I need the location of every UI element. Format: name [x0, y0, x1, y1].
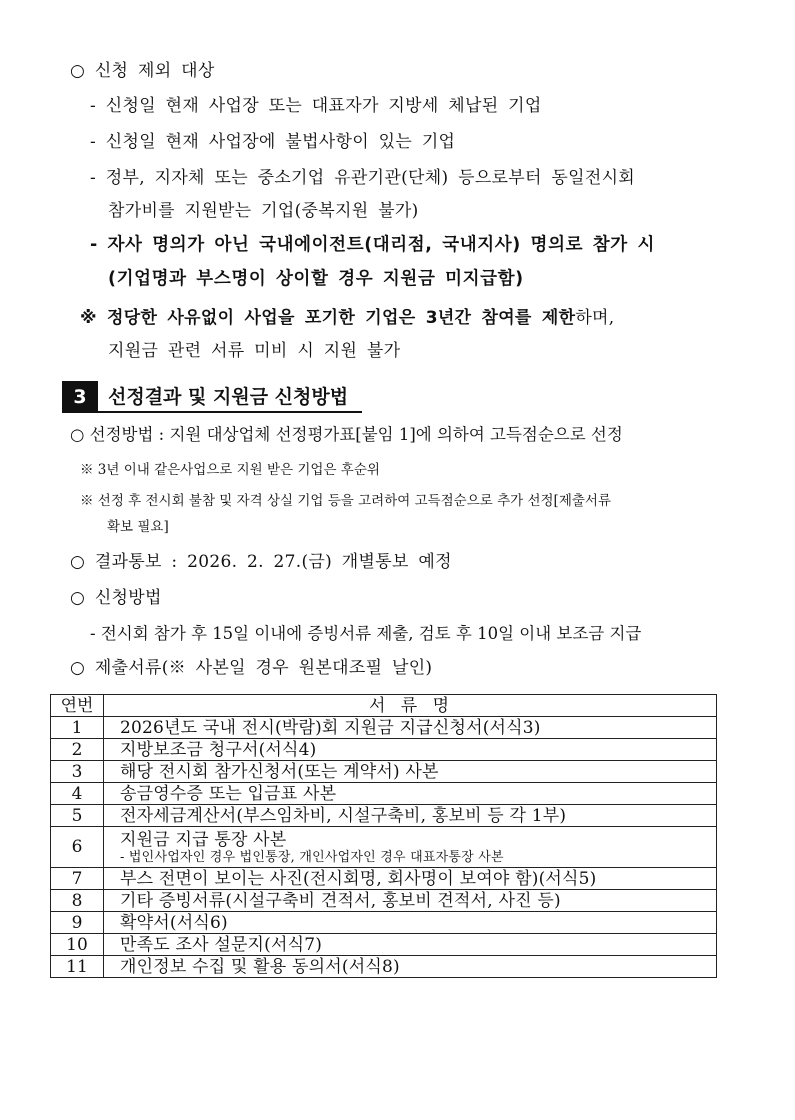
table-row	[51, 827, 717, 868]
row-number: 10	[51, 934, 104, 956]
row-doc-name: 2026년도 국내 전시(박람)회 지원금 지급신청서(서식3)	[104, 717, 717, 739]
section-title: 선정결과 및 지원금 신청방법	[98, 381, 362, 413]
exclusion-note-bold: ※ 정당한 사유없이 사업을 포기한 기업은 3년간 참여를 제한	[80, 308, 576, 328]
row-number: 8	[51, 890, 104, 912]
table-row	[51, 805, 717, 827]
row-doc-name: 전자세금계산서(부스임차비, 시설구축비, 홍보비 등 각 1부)	[104, 805, 717, 827]
col-header-doc-name: 서 류 명	[104, 695, 717, 717]
exclusion-item-1: - 신청일 현재 사업장 또는 대표자가 지방세 체납된 기업	[90, 96, 542, 116]
row-doc-name: 송금영수증 또는 입금표 사본	[104, 783, 717, 805]
row-doc-name: 만족도 조사 설문지(서식7)	[104, 934, 717, 956]
row-number: 3	[51, 761, 104, 783]
row-doc-name: 지방보조금 청구서(서식4)	[104, 739, 717, 761]
row-number: 11	[51, 956, 104, 978]
exclusion-item-3: - 정부, 지자체 또는 중소기업 유관기관(단체) 등으로부터 동일전시회	[90, 168, 636, 188]
row-doc-name-cell	[104, 827, 717, 868]
row-number: 7	[51, 868, 104, 890]
section-number: 3	[62, 381, 98, 413]
table-header-row	[51, 695, 717, 717]
selection-method: ○ 선정방법 : 지원 대상업체 선정평가표[붙임 1]에 의하여 고득점순으로 선정	[70, 425, 623, 444]
row-number: 2	[51, 739, 104, 761]
table-row	[51, 934, 717, 956]
exclusion-note-tail: 하며,	[575, 308, 615, 328]
table-row	[51, 890, 717, 912]
table-row	[51, 717, 717, 739]
exclusion-bold-item-line2: (기업명과 부스명이 상이할 경우 지원금 미지급함)	[108, 269, 524, 289]
selection-note-1: ※ 3년 이내 같은사업으로 지원 받은 기업은 후순위	[80, 462, 380, 478]
row-number: 1	[51, 717, 104, 739]
row-number: 4	[51, 783, 104, 805]
apply-method-heading: ○ 신청방법	[70, 588, 162, 608]
row-doc-name: 기타 증빙서류(시설구축비 견적서, 홍보비 견적서, 사진 등)	[104, 890, 717, 912]
row-doc-name: 확약서(서식6)	[104, 912, 717, 934]
row-doc-note: - 법인사업자인 경우 법인통장, 개인사업자인 경우 대표자통장 사본	[120, 849, 504, 865]
row-number: 9	[51, 912, 104, 934]
exclusion-item-2: - 신청일 현재 사업장에 불법사항이 있는 기업	[90, 132, 456, 152]
apply-method-detail: - 전시회 참가 후 15일 이내에 증빙서류 제출, 검토 후 10일 이내 보조금 지급	[90, 624, 642, 643]
row-doc-name: 개인정보 수집 및 활용 동의서(서식8)	[104, 956, 717, 978]
row-number: 6	[51, 827, 104, 868]
table-row	[51, 912, 717, 934]
row-doc-name: 부스 전면이 보이는 사진(전시회명, 회사명이 보여야 함)(서식5)	[104, 868, 717, 890]
section-3-header	[62, 381, 362, 413]
exclusion-bold-item-line1: - 자사 명의가 아닌 국내에이전트(대리점, 국내지사) 명의로 참가 시	[90, 235, 655, 255]
table-row	[51, 739, 717, 761]
table-row	[51, 761, 717, 783]
documents-heading: ○ 제출서류(※ 사본일 경우 원본대조필 날인)	[70, 658, 433, 678]
result-notice: ○ 결과통보 : 2026. 2. 27.(금) 개별통보 예정	[70, 552, 452, 572]
selection-note-2-line1: ※ 선정 후 전시회 불참 및 자격 상실 기업 등을 고려하여 고득점순으로 추가 선정[제출서류	[80, 493, 611, 509]
exclusion-item-3-cont: 참가비를 지원받는 기업(중복지원 불가)	[108, 201, 419, 221]
col-header-number: 연번	[51, 695, 104, 717]
row-number: 5	[51, 805, 104, 827]
table-row	[51, 956, 717, 978]
selection-note-2-line2: 확보 필요]	[107, 519, 169, 535]
exclusion-heading: ○ 신청 제외 대상	[70, 61, 215, 81]
exclusion-note-line2: 지원금 관련 서류 미비 시 지원 불가	[108, 341, 401, 361]
row-doc-name: 지원금 지급 통장 사본	[120, 829, 287, 850]
exclusion-note	[80, 307, 614, 329]
table-row	[51, 783, 717, 805]
documents-table	[50, 694, 717, 978]
table-row	[51, 868, 717, 890]
row-doc-name: 해당 전시회 참가신청서(또는 계약서) 사본	[104, 761, 717, 783]
